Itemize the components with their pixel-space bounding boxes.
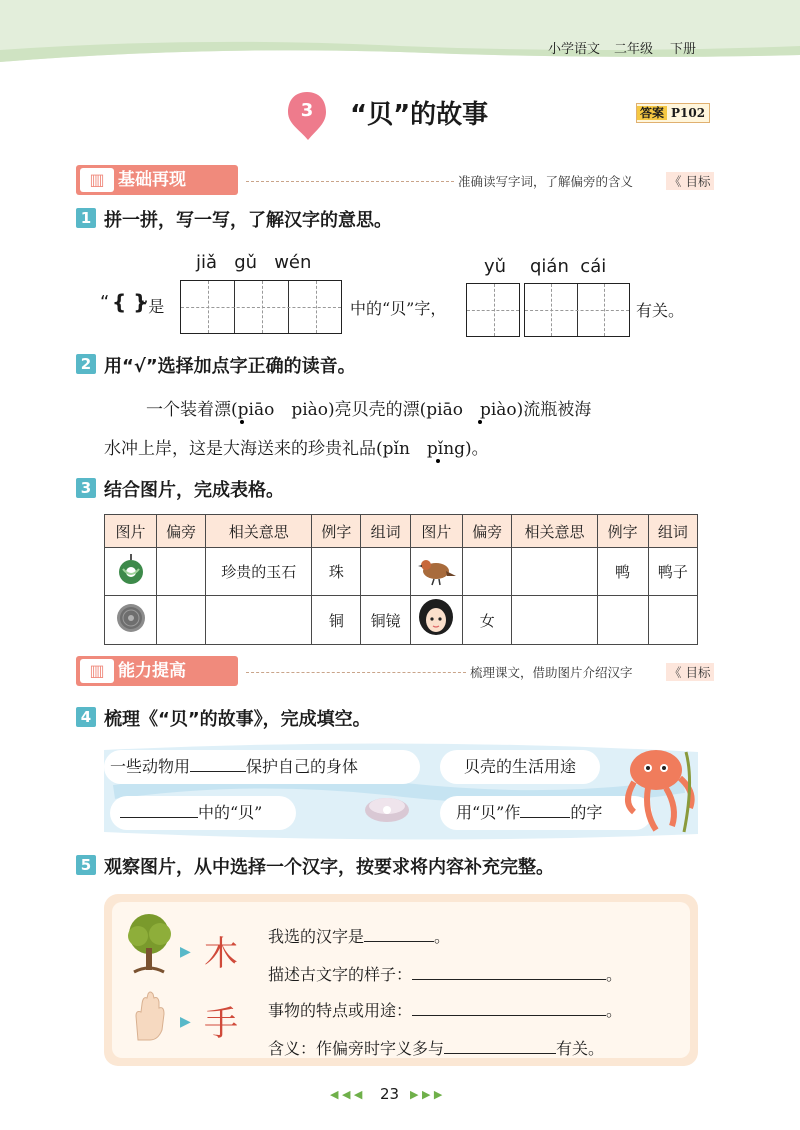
header-subject: 小学语文 bbox=[548, 42, 601, 57]
q2-line-1: 一个装着漂(piāo piào)亮贝壳的漂(piāo piào)流瓶被海 bbox=[146, 400, 592, 420]
emphasis-dot bbox=[240, 420, 244, 424]
page-number: 23 bbox=[380, 1085, 400, 1103]
blank-field[interactable] bbox=[412, 979, 606, 980]
table-cell[interactable]: 女 bbox=[463, 596, 512, 645]
box-1b-text: 保护自己的身体 bbox=[246, 757, 359, 776]
blank-field[interactable] bbox=[520, 817, 570, 818]
question-4-text: 梳理《“贝”的故事》，完成填空。 bbox=[104, 709, 371, 730]
question-3-badge: 3 bbox=[76, 478, 96, 498]
th-radical: 偏旁 bbox=[157, 515, 206, 548]
table-cell[interactable] bbox=[463, 548, 512, 596]
pinyin-yu: yǔ bbox=[484, 256, 507, 277]
question-2-text: 用“√”选择加点字正确的读音。 bbox=[104, 356, 356, 377]
blank-field[interactable] bbox=[120, 817, 198, 818]
section-banner-basic bbox=[76, 165, 238, 195]
box-4b-text: 的字 bbox=[570, 803, 603, 822]
bird-icon bbox=[410, 548, 462, 596]
answer-page: P102 bbox=[671, 106, 706, 120]
table-cell[interactable] bbox=[648, 596, 697, 645]
section-title: 基础再现 bbox=[118, 170, 186, 190]
table-row bbox=[105, 596, 698, 645]
header-grade: 二年级 bbox=[614, 42, 654, 57]
table-cell[interactable]: 珠 bbox=[312, 548, 361, 596]
story-diagram bbox=[104, 742, 698, 842]
q5-line-2-label: 描述古文字的样子： bbox=[268, 965, 413, 984]
q5-line-1-end: 。 bbox=[434, 927, 451, 946]
pinyin-jiaguwen: jiǎ gǔ wén bbox=[196, 252, 312, 273]
th-meaning: 相关意思 bbox=[206, 515, 312, 548]
table-cell[interactable]: 鸭子 bbox=[648, 548, 697, 596]
box-1-text: 一些动物用 bbox=[110, 757, 191, 776]
question-5-badge: 5 bbox=[76, 855, 96, 875]
bronze-mirror-icon bbox=[105, 596, 157, 645]
question-2-badge: 2 bbox=[76, 354, 96, 374]
writing-grid-yu[interactable] bbox=[466, 283, 520, 337]
writing-grid-jiaguwen[interactable] bbox=[180, 280, 342, 334]
th-example: 例字 bbox=[597, 515, 648, 548]
q5-line-3-end: 。 bbox=[606, 1001, 623, 1020]
q1-end-text: 有关。 bbox=[636, 301, 685, 320]
th-picture: 图片 bbox=[105, 515, 157, 548]
table-header-row bbox=[105, 515, 698, 548]
th-word: 组词 bbox=[361, 515, 410, 548]
footer-arrows-left: ◀ ◀ ◀ bbox=[330, 1088, 363, 1101]
section-goal-tag: 《 目标 bbox=[666, 663, 714, 681]
th-picture: 图片 bbox=[410, 515, 462, 548]
emphasis-dot bbox=[436, 459, 440, 463]
table-cell[interactable] bbox=[157, 548, 206, 596]
q5-line-3-label: 事物的特点或用途： bbox=[268, 1001, 413, 1020]
q5-line-1 bbox=[268, 924, 450, 947]
question-1-text: 拼一拼，写一写，了解汉字的意思。 bbox=[104, 210, 392, 231]
radical-table bbox=[104, 514, 698, 645]
hand-icon bbox=[128, 990, 172, 1046]
cloud-box: 贝壳的生活用途 bbox=[440, 750, 600, 784]
writing-grid-qiancai[interactable] bbox=[524, 283, 630, 337]
book-icon: ▥ bbox=[80, 659, 114, 683]
arrow-icon: ▶ bbox=[180, 944, 191, 960]
header-volume: 下册 bbox=[670, 42, 697, 57]
lesson-title: “贝”的故事 bbox=[350, 100, 489, 130]
cloud-box bbox=[104, 750, 420, 784]
jade-pendant-icon bbox=[105, 548, 157, 596]
q2-line-2: 水冲上岸，这是大海送来的珍贵礼品(pǐn pǐng)。 bbox=[104, 439, 489, 459]
table-cell[interactable]: 铜镜 bbox=[361, 596, 410, 645]
blank-field[interactable] bbox=[364, 941, 434, 942]
tree-icon bbox=[124, 912, 174, 980]
section-banner-ability bbox=[76, 656, 238, 686]
oracle-bei-icon: { } bbox=[112, 290, 148, 314]
blank-field[interactable] bbox=[190, 771, 246, 772]
goal-tag-text: 目标 bbox=[685, 174, 711, 189]
table-cell[interactable] bbox=[157, 596, 206, 645]
th-meaning: 相关意思 bbox=[512, 515, 597, 548]
shell-icon bbox=[362, 792, 412, 828]
section-divider bbox=[246, 672, 466, 673]
question-3-text: 结合图片，完成表格。 bbox=[104, 480, 284, 501]
table-cell[interactable] bbox=[597, 596, 648, 645]
section-goal: 梳理课文，借助图片介绍汉字 bbox=[470, 665, 633, 680]
oracle-hand-glyph: 手 bbox=[204, 1004, 238, 1044]
section-goal: 准确读写字词，了解偏旁的含义 bbox=[458, 174, 634, 189]
table-cell[interactable]: 鸭 bbox=[597, 548, 648, 596]
emphasis-dot bbox=[478, 420, 482, 424]
q5-line-4-end: 有关。 bbox=[556, 1039, 605, 1058]
q5-line-2 bbox=[268, 962, 622, 985]
section-goal-tag: 《 目标 bbox=[666, 172, 714, 190]
answer-label: 答案 bbox=[637, 106, 667, 120]
arrow-icon: ▶ bbox=[180, 1014, 191, 1030]
q5-line-4 bbox=[268, 1036, 604, 1059]
lesson-number-badge bbox=[286, 90, 328, 140]
oracle-wood-glyph: 木 bbox=[204, 934, 238, 974]
table-cell[interactable] bbox=[512, 548, 597, 596]
q5-line-3 bbox=[268, 998, 622, 1021]
blank-field[interactable] bbox=[444, 1053, 556, 1054]
footer-arrows-right: ▶ ▶ ▶ bbox=[410, 1088, 443, 1101]
th-radical: 偏旁 bbox=[463, 515, 512, 548]
box-3-text: 中的“贝” bbox=[198, 803, 263, 822]
th-example: 例字 bbox=[312, 515, 361, 548]
table-row bbox=[105, 548, 698, 596]
octopus-icon bbox=[604, 742, 698, 842]
lesson-number: 3 bbox=[300, 100, 314, 121]
girl-icon bbox=[410, 596, 462, 645]
quote-close: ”是 bbox=[140, 297, 165, 316]
box-4a-text: 用“贝”作 bbox=[456, 803, 521, 822]
question-5-text: 观察图片，从中选择一个汉字，按要求将内容补充完整。 bbox=[104, 857, 554, 878]
q5-line-4-label: 含义：作偏旁时字义多与 bbox=[268, 1039, 445, 1058]
book-icon: ▥ bbox=[80, 168, 114, 192]
quote-open: “ bbox=[100, 292, 110, 313]
table-cell[interactable]: 铜 bbox=[312, 596, 361, 645]
table-cell[interactable] bbox=[512, 596, 597, 645]
pinyin-qiancai: qián cái bbox=[530, 256, 607, 277]
section-title: 能力提高 bbox=[118, 661, 186, 681]
table-cell[interactable]: 珍贵的玉石 bbox=[206, 548, 312, 596]
goal-tag-text: 目标 bbox=[685, 665, 711, 680]
blank-field[interactable] bbox=[412, 1015, 606, 1016]
answer-badge bbox=[636, 103, 710, 123]
question-1-badge: 1 bbox=[76, 208, 96, 228]
q5-line-1-label: 我选的汉字是 bbox=[268, 927, 365, 946]
question-4-badge: 4 bbox=[76, 707, 96, 727]
q1-mid-text: 中的“贝”字， bbox=[350, 299, 447, 318]
th-word: 组词 bbox=[648, 515, 697, 548]
table-cell[interactable] bbox=[361, 548, 410, 596]
cloud-box bbox=[110, 796, 296, 830]
table-cell[interactable] bbox=[206, 596, 312, 645]
section-divider bbox=[246, 181, 454, 182]
q5-line-2-end: 。 bbox=[606, 965, 623, 984]
